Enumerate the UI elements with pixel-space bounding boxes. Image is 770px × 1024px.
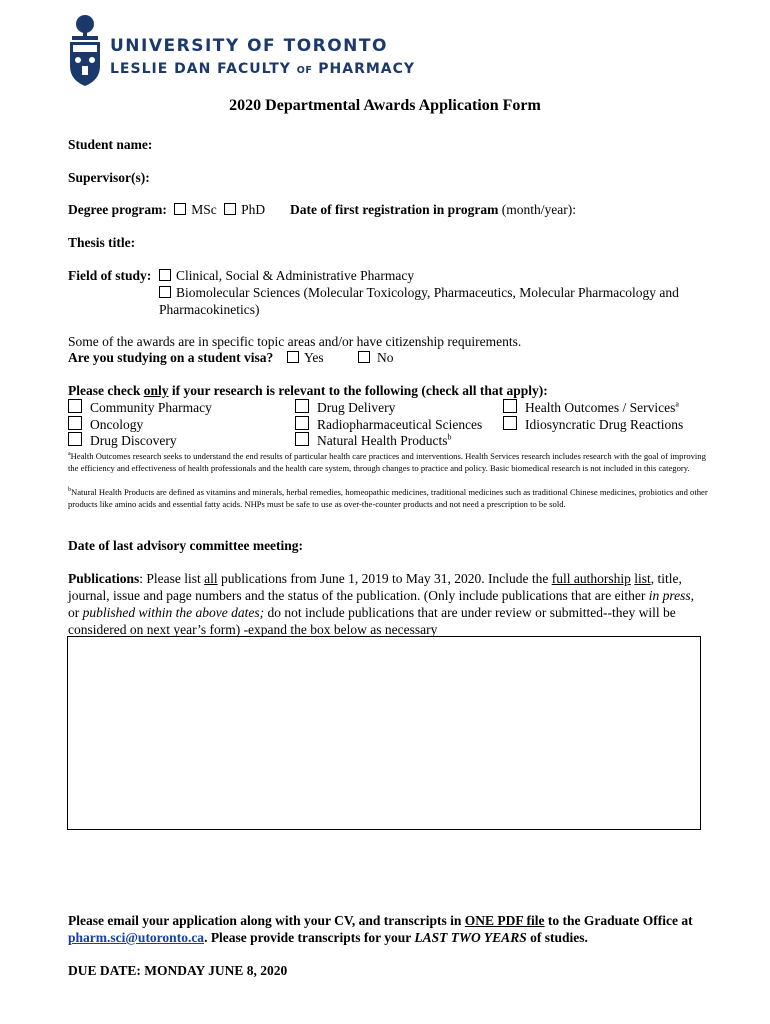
radiopharmaceutical-checkbox[interactable] [295, 416, 309, 430]
faculty-name: LESLIE DAN FACULTY OF PHARMACY [110, 61, 416, 77]
research-option-drug-delivery: Drug Delivery [295, 399, 395, 416]
research-option-idiosyncratic: Idiosyncratic Drug Reactions [503, 416, 683, 433]
advisory-meeting-label: Date of last advisory committee meeting: [68, 538, 304, 553]
publications-textbox[interactable] [67, 636, 701, 830]
form-title: 2020 Departmental Awards Application Form [229, 97, 541, 114]
footnote-a: $^a$Health Outcomes research seeks to understand the end results of particular health care practices and interventions. Health Services research includes research with the goal of improving the efficiency and effectiveness of health professionals and the health care system, through changes to practice and policy. Basic biomedical research is not included in this category. [68, 450, 706, 473]
field-option-biomolecular: Biomolecular Sciences (Molecular Toxicology, Pharmaceutics, Molecular Pharmacology and [159, 285, 679, 301]
footnote-b: $^b$Natural Health Products are defined as vitamins and minerals, herbal remedies, homeopathic medicines, traditional medicines such as traditional Chinese medicines, probiotics and other products like amino acids and essential fatty acids. NHPs must be safe to use as over-the-counter products and not need a prescription to be sold. [68, 486, 708, 509]
drug-delivery-checkbox[interactable] [295, 399, 309, 413]
field-of-study-label: Field of study: [68, 268, 152, 283]
phd-checkbox[interactable] [224, 203, 236, 215]
msc-checkbox[interactable] [174, 203, 186, 215]
research-option-drug-discovery: Drug Discovery [68, 432, 177, 449]
degree-program-label: Degree program: [68, 202, 167, 217]
due-date: DUE DATE: MONDAY JUNE 8, 2020 [68, 963, 288, 978]
thesis-title-label: Thesis title: [68, 235, 136, 250]
phd-label: PhD [241, 202, 266, 217]
research-heading: Please check only if your research is relevant to the following (check all that apply): [68, 383, 548, 398]
oncology-checkbox[interactable] [68, 416, 82, 430]
msc-label: MSc [191, 202, 217, 217]
email-link[interactable]: pharm.sci@utoronto.ca [68, 930, 205, 945]
email-instructions: Please email your application along with your CV, and transcripts in ONE PDF file to the Graduate Office at pharm.sci@utoronto.ca. Please provide transcripts for your LAST TWO YEARS of studies. [68, 913, 693, 945]
supervisors-label: Supervisor(s): [68, 170, 150, 185]
health-outcomes-checkbox[interactable] [503, 399, 517, 413]
research-option-radiopharmaceutical: Radiopharmaceutical Sciences [295, 416, 482, 433]
university-crest-logo [66, 14, 104, 88]
visa-question: Are you studying on a student visa? [68, 350, 274, 365]
research-option-community-pharmacy: Community Pharmacy [68, 399, 212, 416]
biomolecular-checkbox[interactable] [159, 286, 171, 298]
visa-yes: Yes [287, 350, 324, 366]
visa-no: No [358, 350, 394, 366]
community-pharmacy-checkbox[interactable] [68, 399, 82, 413]
awards-requirements-note: Some of the awards are in specific topic areas and/or have citizenship requirements. [68, 334, 522, 349]
field-option-clinical: Clinical, Social & Administrative Pharmacy [159, 268, 414, 284]
clinical-checkbox[interactable] [159, 269, 171, 281]
publications-instructions: Publications: Please list all publications from June 1, 2019 to May 31, 2020. Include the full authorship list, title, journal, issue and page numbers and the status of the publication. (Only include publications that are either in press, or published within the above dates; do not include publications that are under review or submitted--they will be considered on next year’s form) -expand the box below as necessary [68, 571, 694, 637]
degree-program-row [68, 202, 265, 218]
visa-row [68, 350, 273, 366]
research-option-oncology: Oncology [68, 416, 143, 433]
drug-discovery-checkbox[interactable] [68, 432, 82, 446]
student-name-label: Student name: [68, 137, 153, 152]
visa-no-checkbox[interactable] [358, 351, 370, 363]
research-option-health-outcomes: Health Outcomes / Services$^a$ [503, 399, 679, 416]
idiosyncratic-checkbox[interactable] [503, 416, 517, 430]
university-name: UNIVERSITY OF TORONTO [110, 36, 388, 56]
natural-health-checkbox[interactable] [295, 432, 309, 446]
research-option-natural-health: Natural Health Products$^b$ [295, 432, 451, 449]
visa-yes-checkbox[interactable] [287, 351, 299, 363]
field-option-biomolecular-cont: Pharmacokinetics) [159, 302, 260, 317]
date-first-registration: Date of first registration in program (month/year): [290, 202, 576, 217]
